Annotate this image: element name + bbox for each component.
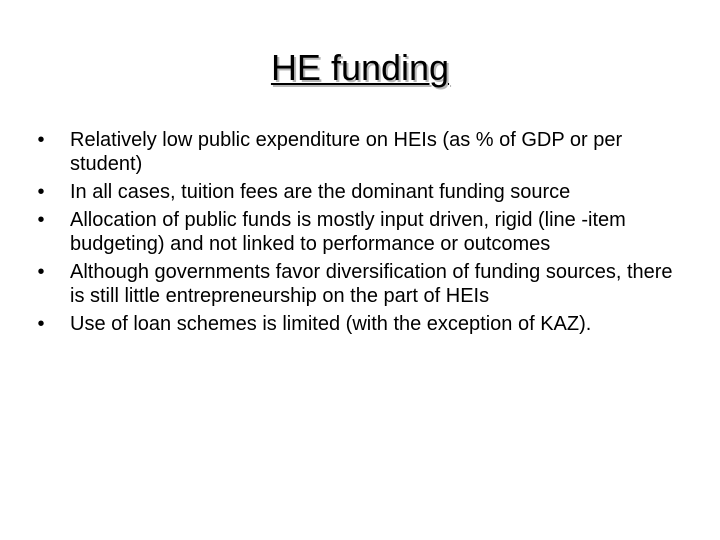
bullet-list [32,128,692,340]
bullet-text: Relatively low public expenditure on HEIs (as % of GDP or per student) [70,129,623,175]
bullet-item [32,260,692,308]
bullet-dot-icon: • [37,209,45,231]
bullet-item [32,128,692,176]
bullet-dot-icon: • [37,181,45,203]
bullet-item [32,208,692,256]
bullet-item [32,312,692,336]
bullet-text: In all cases, tuition fees are the dominant funding source [70,181,571,203]
bullet-dot-icon: • [37,261,45,283]
bullet-dot-icon: • [37,313,45,335]
bullet-dot-icon: • [37,129,45,151]
bullet-text: Use of loan schemes is limited (with the exception of KAZ). [70,313,592,335]
slide-title: HE funding [270,47,450,88]
bullet-text: Allocation of public funds is mostly input driven, rigid (line -item budgeting) and not linked to performance or outcomes [70,209,626,255]
bullet-item [32,180,692,204]
bullet-text: Although governments favor diversification of funding sources, there is still little entrepreneurship on the part of HEIs [70,261,673,307]
